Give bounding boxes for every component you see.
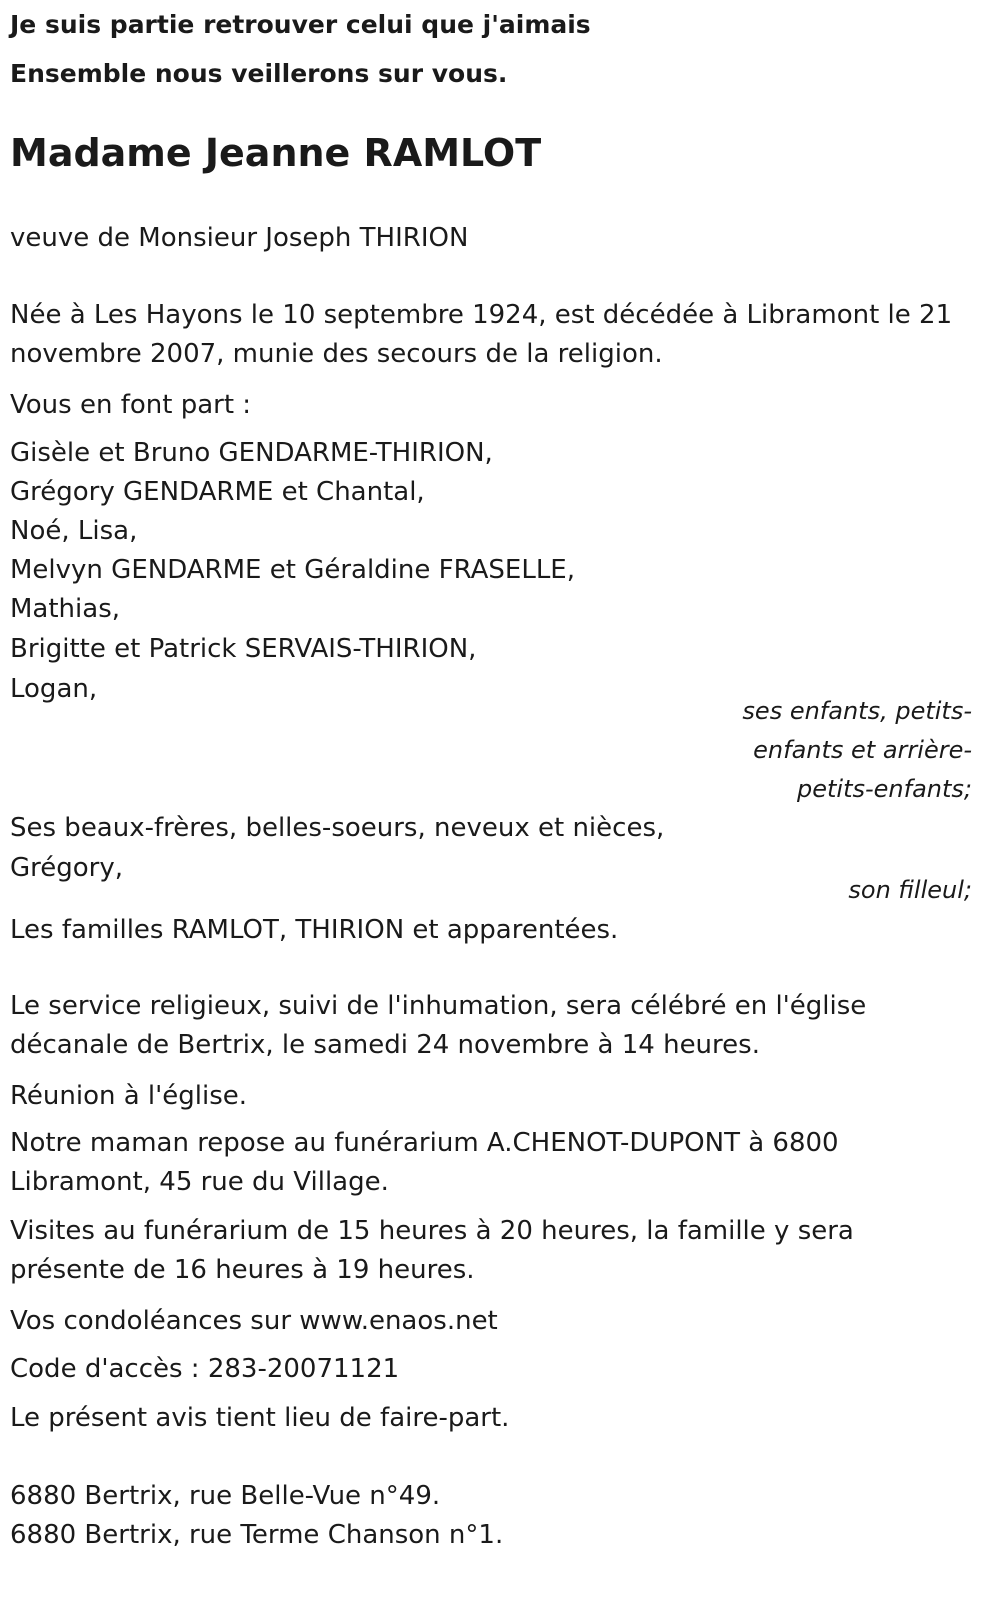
ceremony-paragraph: Le service religieux, suivi de l'inhumation, sera célébré en l'église décanale de Bertrix, le samedi 24 novembre à 14 heures. (10, 991, 867, 1060)
epigraph-line-2: Ensemble nous veillerons sur vous. (10, 59, 508, 88)
families-line: Les familles RAMLOT, THIRION et apparentées. (10, 915, 619, 945)
family-member: Grégory GENDARME et Chantal, (10, 477, 425, 507)
family-member: Gisèle et Bruno GENDARME-THIRION, (10, 438, 493, 468)
family-member: Brigitte et Patrick SERVAIS-THIRION, (10, 634, 477, 664)
condolences-line: Vos condoléances sur www.enaos.net (10, 1306, 498, 1336)
spouse-line: veuve de Monsieur Joseph THIRION (10, 223, 469, 253)
family-member: Mathias, (10, 594, 121, 624)
announcement-intro: Vous en font part : (10, 390, 252, 420)
visits-paragraph: Visites au funérarium de 15 heures à 20 heures, la famille y sera présente de 16 heures à 19 heures. (10, 1216, 854, 1285)
epigraph-line-1: Je suis partie retrouver celui que j'aimais (10, 10, 591, 39)
meeting-line: Réunion à l'église. (10, 1081, 248, 1111)
funeral-home-paragraph: Notre maman repose au funérarium A.CHENOT-DUPONT à 6800 Libramont, 45 rue du Village. (10, 1128, 839, 1197)
address-line: 6880 Bertrix, rue Belle-Vue n°49. (10, 1481, 441, 1511)
birth-death-paragraph: Née à Les Hayons le 10 septembre 1924, est décédée à Libramont le 21 novembre 2007, munie des secours de la religion. (10, 300, 953, 369)
notice-line: Le présent avis tient lieu de faire-part. (10, 1403, 510, 1433)
godson-line: Grégory, (10, 853, 124, 883)
in-laws-line: Ses beaux-frères, belles-soeurs, neveux et nièces, (10, 813, 665, 843)
deceased-name: Madame Jeanne RAMLOT (10, 131, 542, 175)
access-code-line: Code d'accès : 283-20071121 (10, 1354, 400, 1384)
godson-relation: son filleul; (848, 876, 972, 904)
address-line: 6880 Bertrix, rue Terme Chanson n°1. (10, 1520, 504, 1550)
family-relation: ses enfants, petits-enfants et arrière-petits-enfants; (742, 697, 972, 803)
family-member: Melvyn GENDARME et Géraldine FRASELLE, (10, 555, 575, 585)
family-member: Noé, Lisa, (10, 516, 138, 546)
family-member: Logan, (10, 674, 98, 704)
